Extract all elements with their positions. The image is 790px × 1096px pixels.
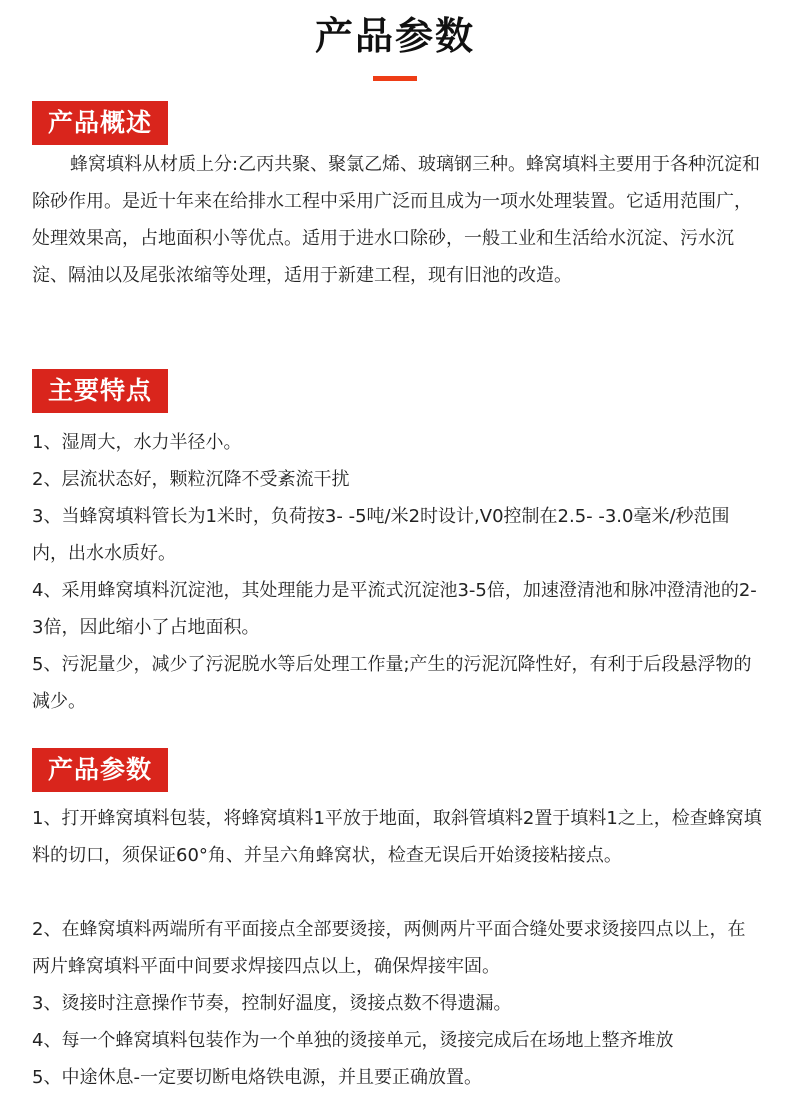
overview-paragraph-text: 蜂窝填料从材质上分:乙丙共聚、聚氯乙烯、玻璃钢三种。蜂窝填料主要用于各种沉淀和除砂作用。是近十年来在给排水工程中采用广泛而且成为一项水处理装置。它适用范围广，处理效果高，占地面积小等优点。适用于进水口除砂，一般工业和生活给水沉淀、污水沉淀、隔油以及尾张浓缩等处理，适用于新建工程，现有旧池的改造。 xyxy=(32,154,761,286)
overview-paragraph xyxy=(32,146,762,294)
section-heading-overview: 产品概述 xyxy=(32,101,168,145)
page-title: 产品参数 xyxy=(314,14,475,58)
feature-item: 5、污泥量少，减少了污泥脱水等后处理工作量;产生的污泥沉降性好，有利于后段悬浮物的减少。 xyxy=(32,654,752,712)
title-underline xyxy=(373,76,417,81)
section-heading-features: 主要特点 xyxy=(32,369,168,413)
parameter-item: 2、在蜂窝填料两端所有平面接点全部要烫接，两侧两片平面合缝处要求烫接四点以上，在两片蜂窝填料平面中间要求焊接四点以上，确保焊接牢固。 xyxy=(32,919,746,977)
parameter-item: 5、中途休息-一定要切断电烙铁电源，并且要正确放置。 xyxy=(32,1067,482,1088)
parameter-item: 4、每一个蜂窝填料包装作为一个单独的烫接单元，烫接完成后在场地上整齐堆放 xyxy=(32,1030,674,1051)
feature-item: 4、采用蜂窝填料沉淀池，其处理能力是平流式沉淀池3-5倍，加速澄清池和脉冲澄清池的2-3倍，因此缩小了占地面积。 xyxy=(32,580,757,638)
feature-item: 3、当蜂窝填料管长为1米时，负荷按3- -5吨/米2时设计,V0控制在2.5- -3.0毫米/秒范围内，出水水质好。 xyxy=(32,506,730,564)
feature-item: 2、层流状态好，颗粒沉降不受紊流干扰 xyxy=(32,469,350,490)
section-heading-parameters: 产品参数 xyxy=(32,748,168,792)
parameter-item: 3、烫接时注意操作节奏，控制好温度，烫接点数不得遗漏。 xyxy=(32,993,512,1014)
feature-item: 1、湿周大，水力半径小。 xyxy=(32,432,242,453)
parameter-item: 1、打开蜂窝填料包装，将蜂窝填料1平放于地面，取斜管填料2置于填料1之上，检查蜂窝填料的切口，须保证60°角、并呈六角蜂窝状，检查无误后开始烫接粘接点。 xyxy=(32,808,762,866)
